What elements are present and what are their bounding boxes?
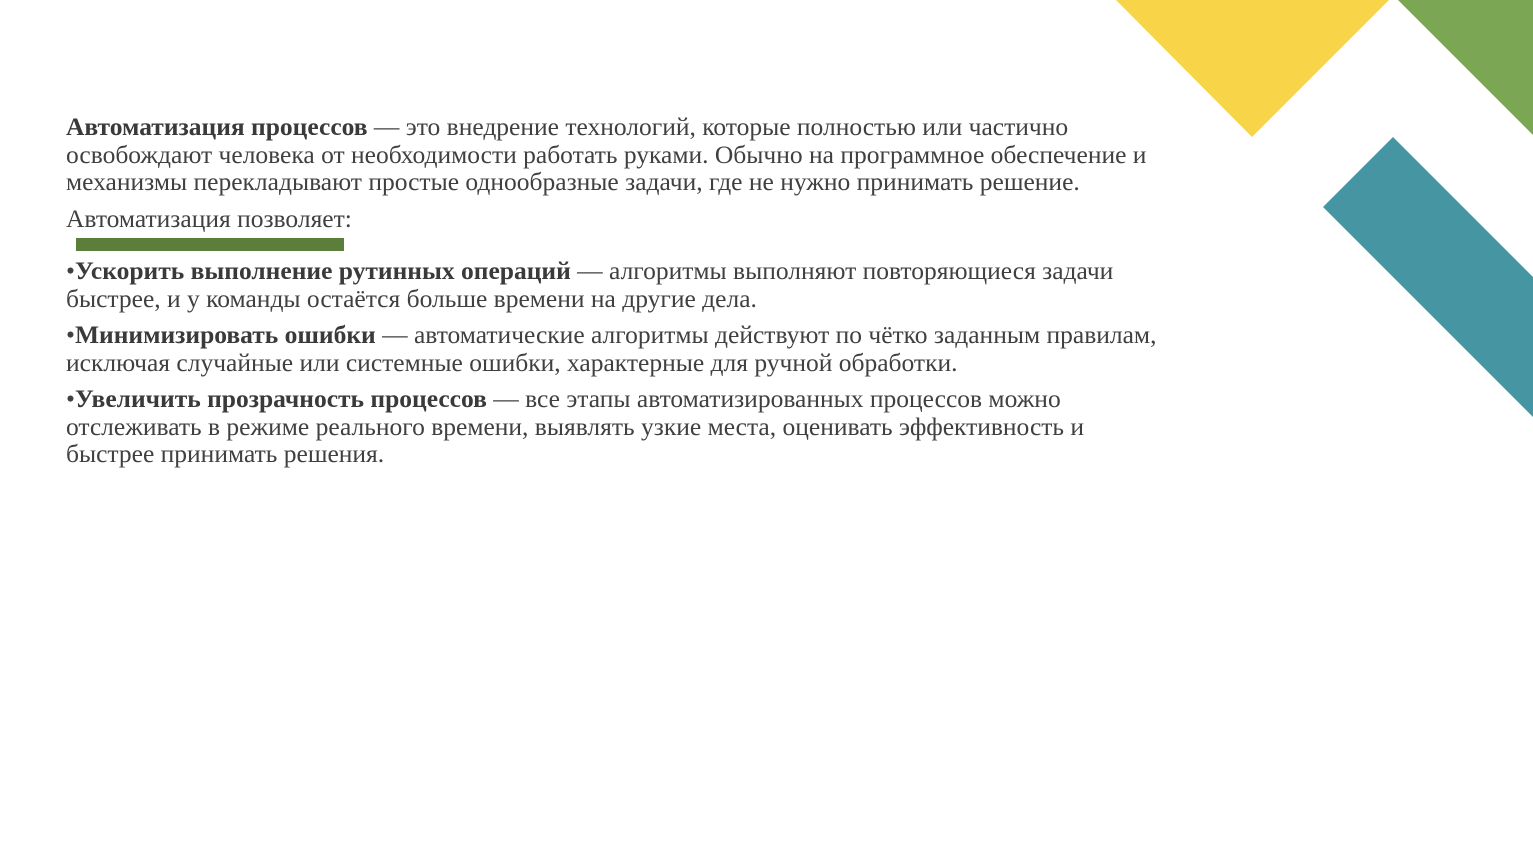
intro-text: — это внедрение технологий, которые полностью или частично освобождают человека от необходимости работать руками. Обычно на программное обеспечение и механизмы перекладывают простые однообразные задачи, где не нужно принимать решение.: [66, 112, 1147, 196]
bullet-item-3: [66, 385, 1176, 468]
teal-diagonal-band-shape: [1323, 137, 1533, 417]
slide-body: [66, 113, 1176, 477]
green-triangle-shape: [1398, 0, 1533, 135]
bullet-marker: •: [66, 256, 75, 285]
bullet-title: Минимизировать ошибки: [74, 320, 376, 349]
bullet-title: Увеличить прозрачность процессов: [74, 384, 487, 413]
accent-bar: [76, 238, 344, 251]
bullet-text: — алгоритмы выполняют повторяющиеся задачи быстрее, и у команды остаётся больше времени на другие дела.: [66, 256, 1114, 313]
lead-text: Автоматизация позволяет:: [66, 203, 352, 233]
bullet-marker: •: [66, 384, 75, 413]
bullet-marker: •: [66, 320, 75, 349]
intro-paragraph: [66, 113, 1176, 196]
bullet-item-1: [66, 257, 1176, 312]
bullet-text: — все этапы автоматизированных процессов можно отслеживать в режиме реального времени, выявлять узкие места, оценивать эффективность и быстрее принимать решения.: [66, 384, 1085, 468]
bullet-item-2: [66, 321, 1176, 376]
bullet-title: Ускорить выполнение рутинных операций: [74, 256, 571, 285]
bullet-text: — автоматические алгоритмы действуют по чётко заданным правилам, исключая случайные или системные ошибки, характерные для ручной обработки.: [66, 320, 1157, 377]
intro-term: Автоматизация процессов: [66, 112, 368, 141]
